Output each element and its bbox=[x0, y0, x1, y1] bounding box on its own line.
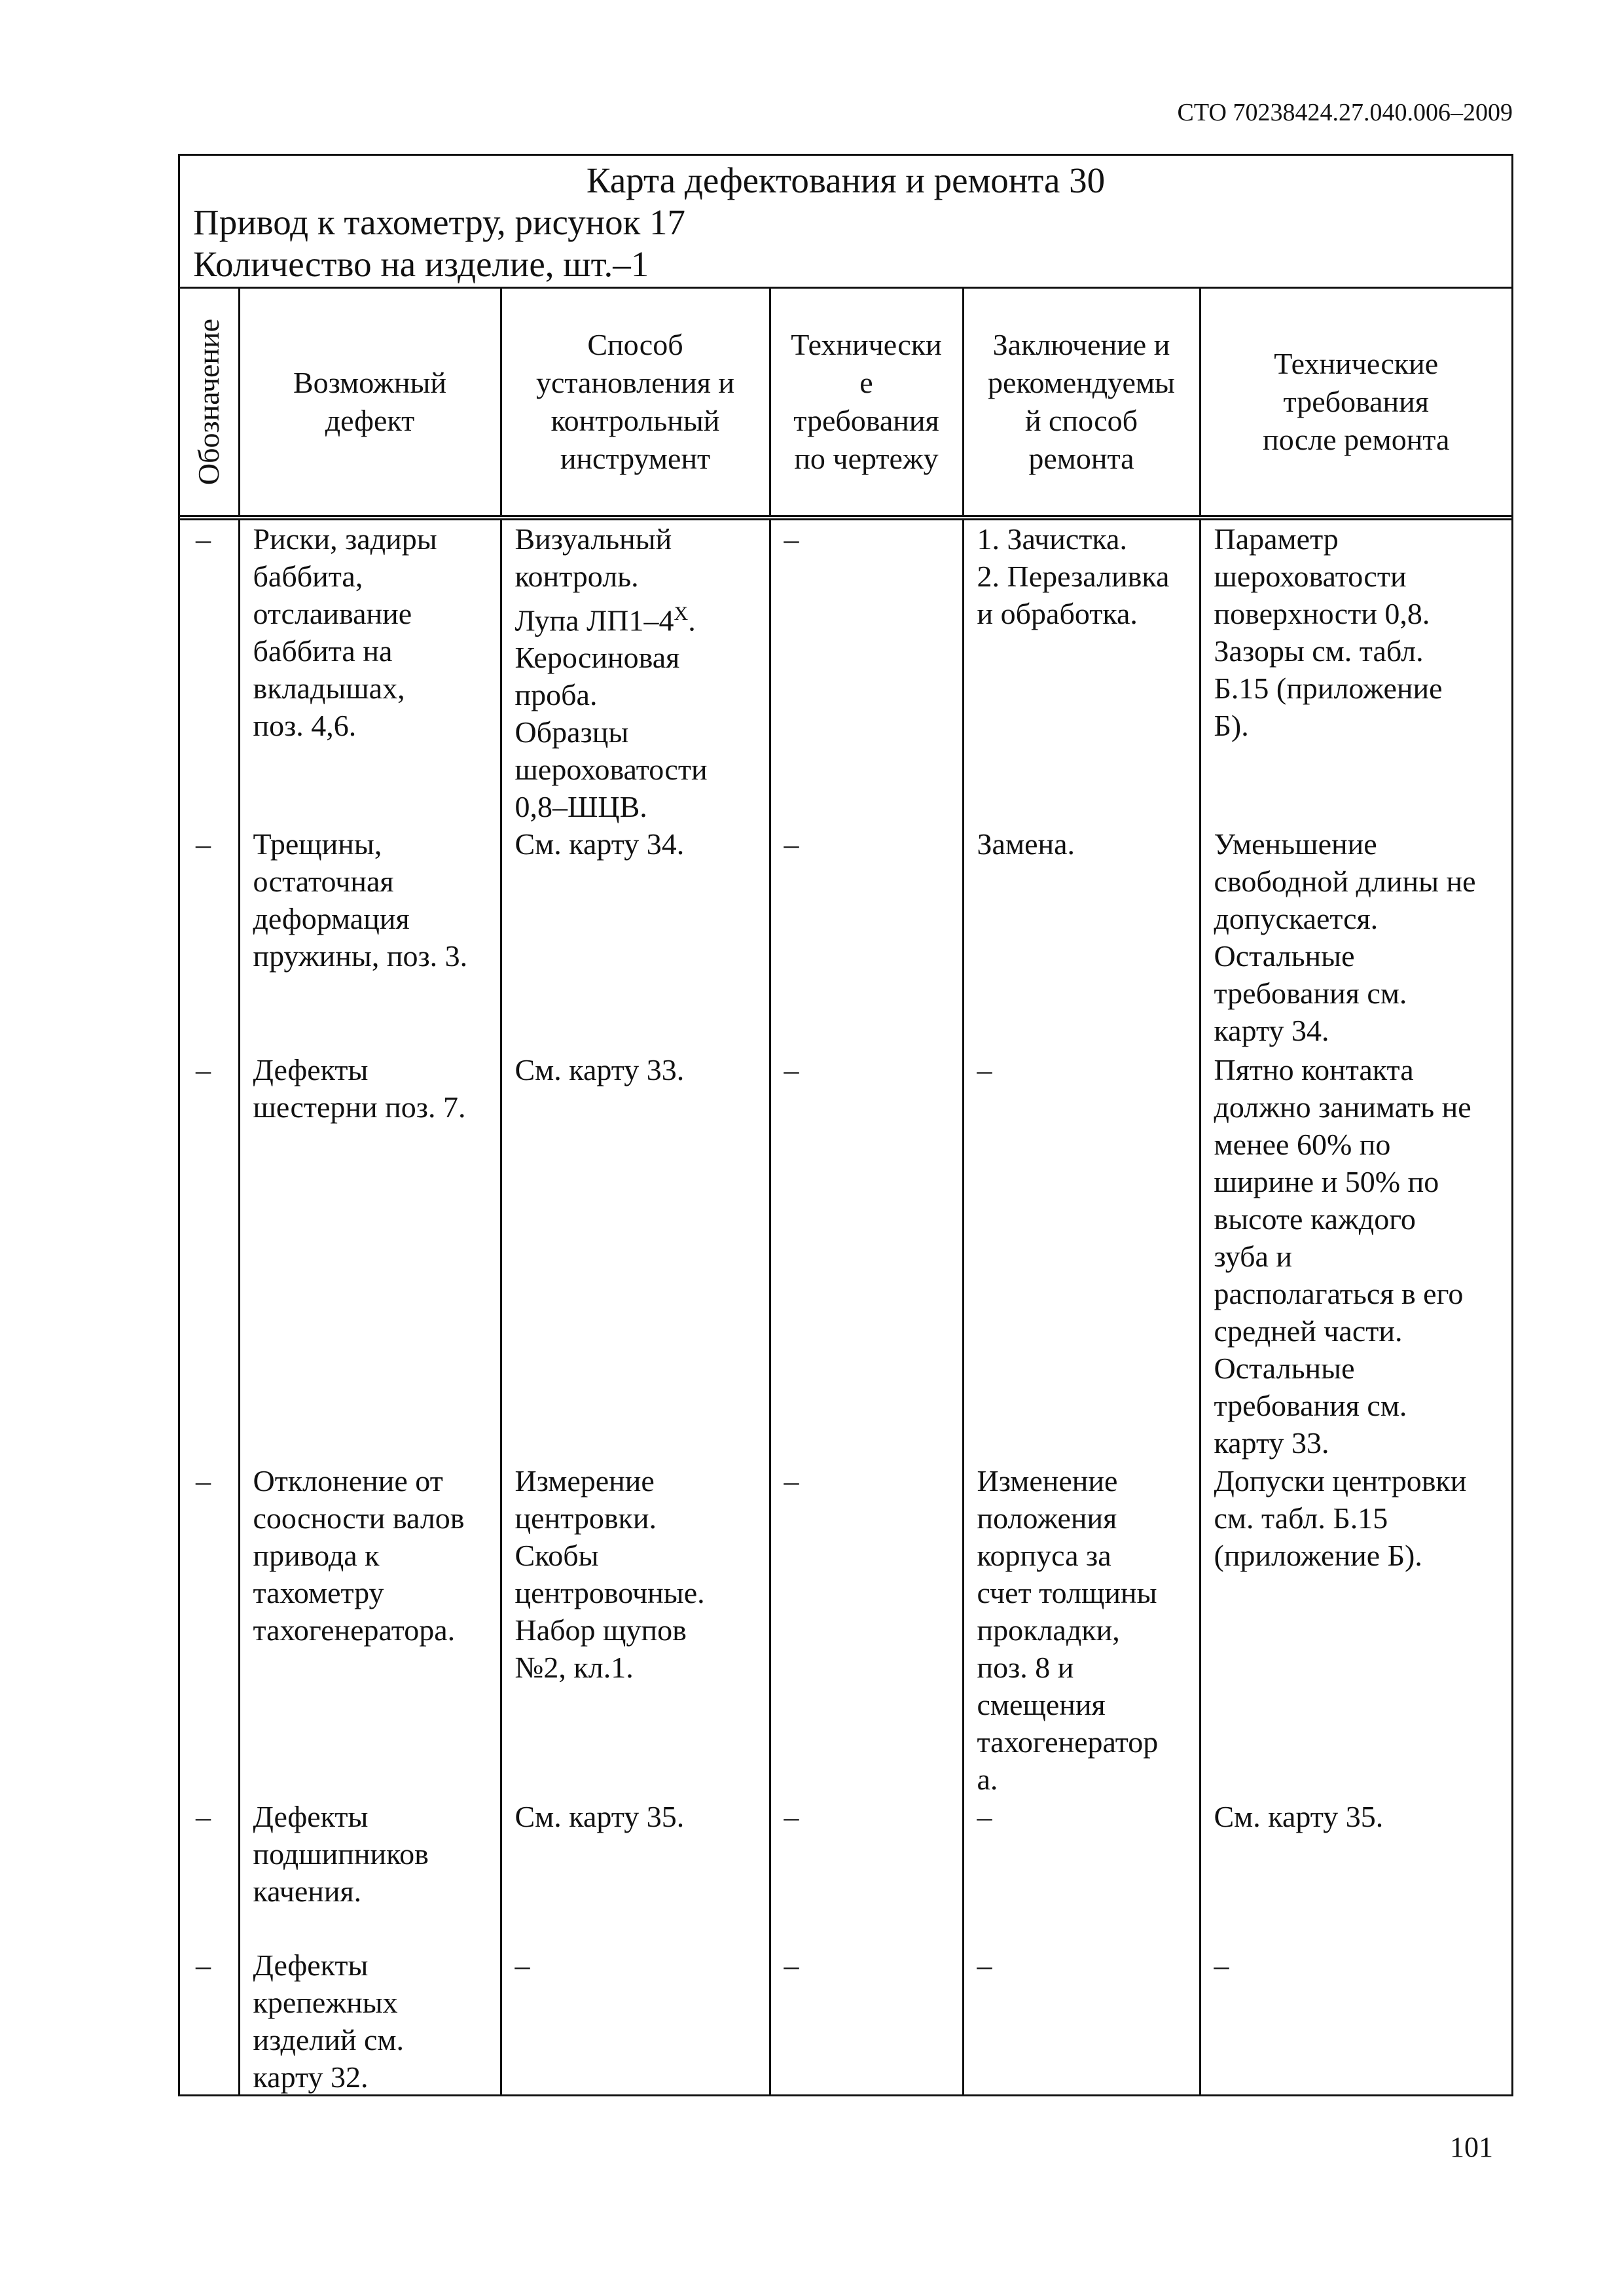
document-code: СТО 70238424.27.040.006–2009 bbox=[1177, 99, 1513, 126]
cell-drawing-requirements: – bbox=[770, 1798, 963, 1946]
column-header-defect: Возможный дефект bbox=[239, 289, 501, 518]
table-header-row bbox=[180, 289, 1511, 518]
cell-drawing-requirements: – bbox=[770, 1462, 963, 1798]
cell-method: – bbox=[501, 1946, 770, 2096]
cell-conclusion: Изменение положения корпуса за счет толщины прокладки, поз. 8 и смещения тахогенератор а. bbox=[963, 1462, 1200, 1798]
cell-conclusion: – bbox=[963, 1946, 1200, 2096]
page-number: 101 bbox=[1450, 2131, 1493, 2163]
cell-drawing-requirements: – bbox=[770, 825, 963, 1051]
cell-defect: Риски, задиры баббита, отслаивание баббита на вкладышах, поз. 4,6. bbox=[239, 518, 501, 825]
cell-after-repair: Допуски центровки см. табл. Б.15 (приложение Б). bbox=[1200, 1462, 1511, 1798]
cell-conclusion: Замена. bbox=[963, 825, 1200, 1051]
table-row bbox=[180, 1798, 1511, 1946]
method-text-rest: . Керосиновая проба. Образцы шероховатости 0,8–ШЦВ. bbox=[514, 603, 708, 824]
table-row bbox=[180, 1462, 1511, 1798]
table-row bbox=[180, 1946, 1511, 2096]
cell-conclusion: 1. Зачистка. 2. Перезаливка и обработка. bbox=[963, 518, 1200, 825]
cell-defect: Дефекты шестерни поз. 7. bbox=[239, 1051, 501, 1462]
table-row bbox=[180, 825, 1511, 1051]
method-text: Визуальный контроль. Лупа ЛП1–4 bbox=[514, 522, 674, 637]
cell-designation: – bbox=[180, 1051, 239, 1462]
cell-defect: Трещины, остаточная деформация пружины, поз. 3. bbox=[239, 825, 501, 1051]
card-title: Карта дефектования и ремонта 30 bbox=[586, 160, 1106, 200]
defect-table bbox=[180, 289, 1511, 2096]
column-header-method: Способ установления и контрольный инструмент bbox=[501, 289, 770, 518]
cell-method: См. карту 33. bbox=[501, 1051, 770, 1462]
cell-method: Измерение центровки. Скобы центровочные. Набор щупов №2, кл.1. bbox=[501, 1462, 770, 1798]
cell-drawing-requirements: – bbox=[770, 1946, 963, 2096]
column-header-drawing-requirements: Технически е требования по чертежу bbox=[770, 289, 963, 518]
cell-defect: Отклонение от соосности валов привода к тахометру тахогенератора. bbox=[239, 1462, 501, 1798]
cell-after-repair: Пятно контакта должно занимать не менее 60% по ширине и 50% по высоте каждого зуба и располагаться в его средней части. Остальные требования см. карту 33. bbox=[1200, 1051, 1511, 1462]
cell-after-repair: – bbox=[1200, 1946, 1511, 2096]
cell-designation: – bbox=[180, 1946, 239, 2096]
table-row bbox=[180, 518, 1511, 825]
column-header-conclusion: Заключение и рекомендуемы й способ ремонта bbox=[963, 289, 1200, 518]
method-superscript: Х bbox=[674, 603, 689, 624]
cell-designation: – bbox=[180, 1798, 239, 1946]
cell-designation: – bbox=[180, 825, 239, 1051]
cell-method: См. карту 34. bbox=[501, 825, 770, 1051]
cell-method: См. карту 35. bbox=[501, 1798, 770, 1946]
defect-card bbox=[178, 154, 1513, 2096]
cell-designation: – bbox=[180, 518, 239, 825]
cell-conclusion: – bbox=[963, 1798, 1200, 1946]
card-subtitle: Привод к тахометру, рисунок 17 bbox=[193, 202, 686, 242]
cell-drawing-requirements: – bbox=[770, 1051, 963, 1462]
card-header bbox=[180, 156, 1511, 289]
card-quantity: Количество на изделие, шт.–1 bbox=[193, 244, 649, 284]
cell-defect: Дефекты крепежных изделий см. карту 32. bbox=[239, 1946, 501, 2096]
cell-designation: – bbox=[180, 1462, 239, 1798]
column-header-after-repair: Технические требования после ремонта bbox=[1200, 289, 1511, 518]
cell-drawing-requirements: – bbox=[770, 518, 963, 825]
cell-conclusion: – bbox=[963, 1051, 1200, 1462]
cell-after-repair: Уменьшение свободной длины не допускается. Остальные требования см. карту 34. bbox=[1200, 825, 1511, 1051]
cell-method bbox=[501, 518, 770, 825]
table-row bbox=[180, 1051, 1511, 1462]
column-header-designation: Обозначение bbox=[180, 289, 239, 518]
cell-after-repair: См. карту 35. bbox=[1200, 1798, 1511, 1946]
cell-after-repair: Параметр шероховатости поверхности 0,8. Зазоры см. табл. Б.15 (приложение Б). bbox=[1200, 518, 1511, 825]
cell-defect: Дефекты подшипников качения. bbox=[239, 1798, 501, 1946]
